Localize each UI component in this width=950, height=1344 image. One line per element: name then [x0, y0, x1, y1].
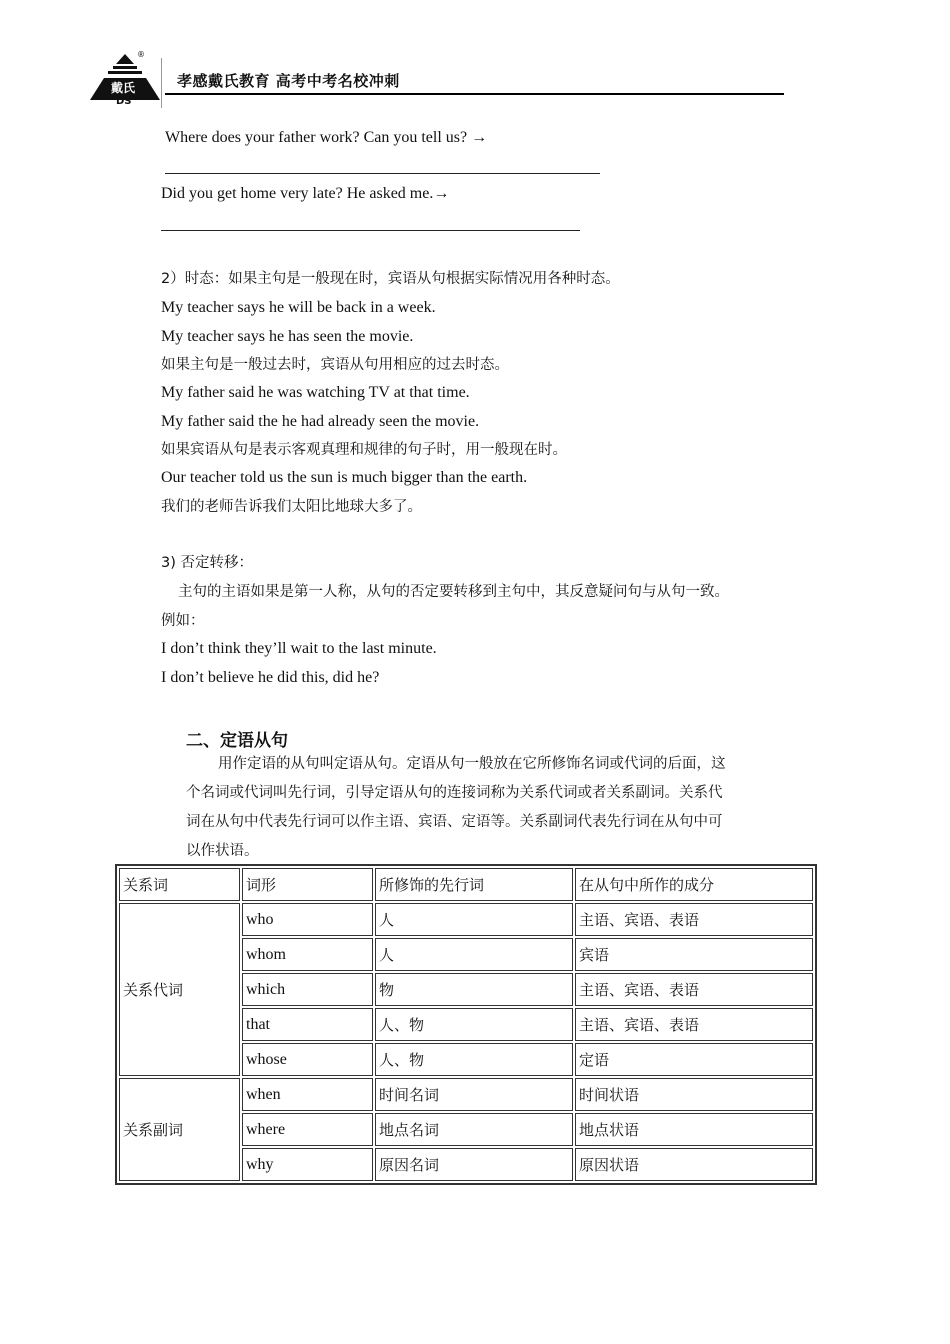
table-cell: 定语 [575, 1043, 813, 1076]
table-cell: 人 [375, 903, 573, 936]
tense-example-4: My father said the he had already seen the movie. [161, 413, 480, 430]
answer-blank-1 [165, 173, 600, 174]
table-cell: that [242, 1008, 373, 1041]
tense-example-5-cn: 我们的老师告诉我们太阳比地球大多了。 [161, 499, 422, 515]
negation-example-2: I don’t believe he did this, did he? [161, 669, 380, 686]
relative-word-table [115, 864, 817, 1185]
table-header-cell: 所修饰的先行词 [375, 868, 573, 901]
logo-text: 戴氏 [111, 81, 136, 95]
attributive-paragraph [186, 750, 808, 866]
group-label-pronoun: 关系代词 [119, 903, 240, 1076]
table-cell: 人 [375, 938, 573, 971]
table-cell: 人、物 [375, 1008, 573, 1041]
tense-heading: 2）时态：如果主句是一般现在时，宾语从句根据实际情况用各种时态。 [161, 271, 620, 287]
paragraph-line-2: 个名词或代词叫先行词，引导定语从句的连接词称为关系代词或者关系副词。关系代 [186, 785, 723, 801]
negation-rule-line-2: 例如： [161, 613, 205, 629]
negation-heading: 3) 否定转移： [161, 555, 253, 571]
answer-blank-2 [161, 230, 580, 231]
table-cell: 原因名词 [375, 1148, 573, 1181]
table-cell: why [242, 1148, 373, 1181]
logo-sub: DS [116, 96, 132, 107]
table-cell: 人、物 [375, 1043, 573, 1076]
table-cell: which [242, 973, 373, 1006]
tense-rule-3: 如果宾语从句是表示客观真理和规律的句子时，用一般现在时。 [161, 442, 567, 458]
table-cell: 原因状语 [575, 1148, 813, 1181]
paragraph-line-4: 以作状语。 [186, 843, 259, 859]
table-cell: 时间名词 [375, 1078, 573, 1111]
table-cell: 主语、宾语、表语 [575, 973, 813, 1006]
table-cell: 主语、宾语、表语 [575, 903, 813, 936]
registered-mark: ® [137, 50, 145, 59]
table-cell: 地点状语 [575, 1113, 813, 1146]
header-divider [161, 58, 162, 108]
group-label-adverb: 关系副词 [119, 1078, 240, 1181]
exercise-q1: Where does your father work? Can you tell us? → [165, 129, 488, 146]
table-cell: 地点名词 [375, 1113, 573, 1146]
table-row [119, 1078, 813, 1111]
section-title: 二、定语从句 [186, 731, 288, 751]
table-row [119, 903, 813, 936]
negation-example-1: I don’t think they’ll wait to the last minute. [161, 640, 437, 657]
table-header-row [119, 868, 813, 901]
table-cell: 物 [375, 973, 573, 1006]
tense-example-3: My father said he was watching TV at that time. [161, 384, 470, 401]
table-cell: 主语、宾语、表语 [575, 1008, 813, 1041]
tense-example-2: My teacher says he has seen the movie. [161, 328, 414, 345]
paragraph-line-1: 用作定语的从句叫定语从句。定语从句一般放在它所修饰名词或代词的后面，这 [218, 756, 726, 772]
header-logo [86, 52, 164, 110]
table-cell: 宾语 [575, 938, 813, 971]
tense-example-5: Our teacher told us the sun is much bigger than the earth. [161, 469, 528, 486]
table-cell: when [242, 1078, 373, 1111]
paragraph-line-3: 词在从句中代表先行词可以作主语、宾语、定语等。关系副词代表先行词在从句中可 [186, 814, 723, 830]
exercise-q2: Did you get home very late? He asked me.→ [161, 185, 450, 202]
table-cell: where [242, 1113, 373, 1146]
header-rule [165, 93, 784, 95]
table-cell: 时间状语 [575, 1078, 813, 1111]
tense-rule-2: 如果主句是一般过去时，宾语从句用相应的过去时态。 [161, 357, 509, 373]
table-header-cell: 词形 [242, 868, 373, 901]
tense-example-1: My teacher says he will be back in a week. [161, 299, 436, 316]
negation-rule-line-1: 主句的主语如果是第一人称，从句的否定要转移到主句中，其反意疑问句与从句一致。 [178, 584, 729, 600]
table-header-cell: 关系词 [119, 868, 240, 901]
table-header-cell: 在从句中所作的成分 [575, 868, 813, 901]
header-title: 孝感戴氏教育 高考中考名校冲刺 [177, 72, 400, 90]
table-cell: whose [242, 1043, 373, 1076]
table-cell: whom [242, 938, 373, 971]
table-cell: who [242, 903, 373, 936]
